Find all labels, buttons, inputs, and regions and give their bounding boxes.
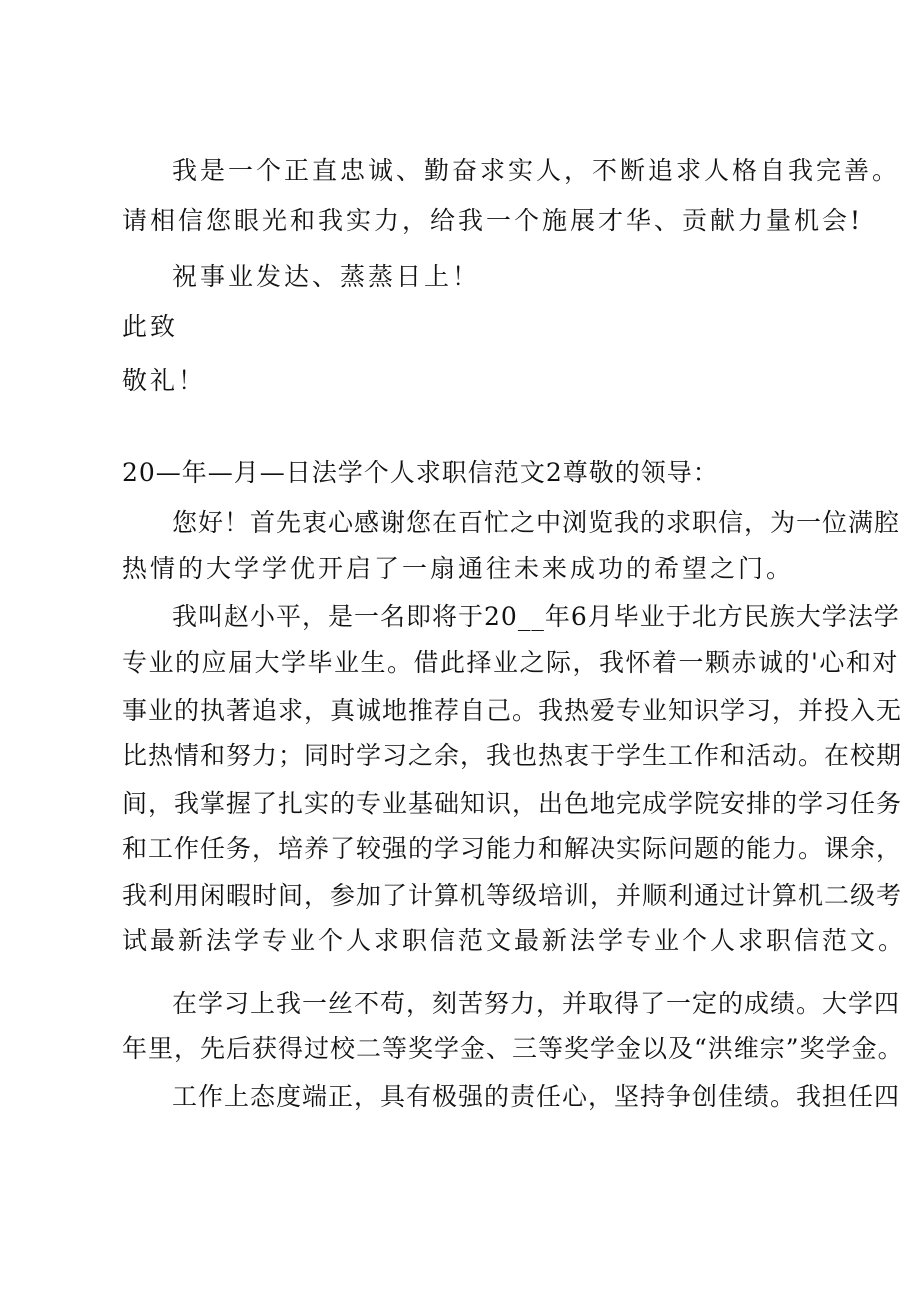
text-line: 年里，先后获得过校二等奖学金、三等奖学金以及“洪维宗”奖学金。 — [122, 1034, 904, 1063]
text-line: 我叫赵小平，是一名即将于20__年6月毕业于北方民族大学法学 — [172, 602, 900, 631]
text-line: 比热情和努力；同时学习之余，我也热衷于学生工作和活动。在校期 — [122, 741, 903, 770]
text-line: 祝事业发达、蒸蒸日上！ — [172, 262, 481, 291]
text-line: 请相信您眼光和我实力，给我一个施展才华、贡献力量机会! — [122, 206, 864, 235]
text-line: 间，我掌握了扎实的专业基础知识，出色地完成学院安排的学习任务 — [122, 789, 903, 818]
text-line: 事业的执著追求，真诚地推荐自己。我热爱专业知识学习，并投入无 — [122, 696, 903, 725]
text-line: 专业的应届大学毕业生。借此择业之际，我怀着一颗赤诚的'心和对 — [122, 648, 899, 677]
text-line: 我利用闲暇时间，参加了计算机等级培训，并顺利通过计算机二级考 — [122, 881, 903, 910]
text-line: 我是一个正直忠诚、勤奋求实人，不断追求人格自我完善。 — [172, 156, 901, 185]
closing-line: 此致 — [122, 312, 179, 341]
text-line: 热情的大学学优开启了一扇通往未来成功的希望之门。 — [122, 554, 795, 583]
text-line: 试最新法学专业个人求职信范文最新法学专业个人求职信范文。 — [122, 926, 907, 955]
text-line: 您好！首先衷心感谢您在百忙之中浏览我的求职信，为一位满腔 — [172, 508, 901, 537]
closing-salute: 敬礼！ — [122, 366, 207, 395]
text-line: 和工作任务，培养了较强的学习能力和解决实际问题的能力。课余， — [122, 834, 903, 863]
text-line: 在学习上我一丝不苟，刻苦努力，并取得了一定的成绩。大学四 — [172, 989, 901, 1018]
section-heading: 20—年—月—日法学个人求职信范文2尊敬的领导： — [122, 458, 719, 487]
text-line: 工作上态度端正，具有极强的责任心，坚持争创佳绩。我担任四 — [172, 1082, 901, 1111]
